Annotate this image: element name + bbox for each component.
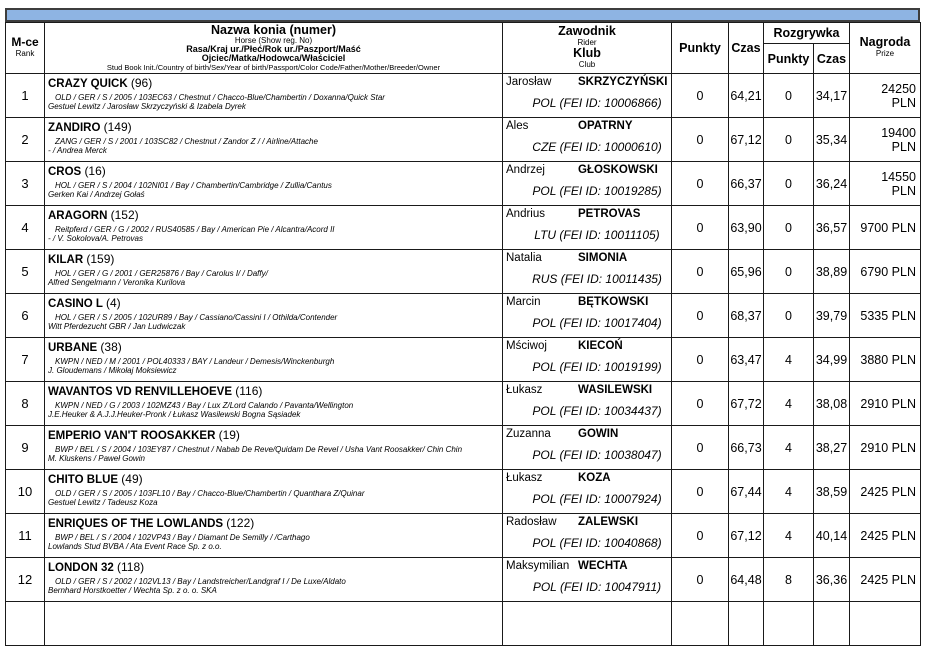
rider-cell [503, 426, 672, 470]
horse-name: KILAR (159) [48, 252, 115, 266]
prize-cell: 19400 PLN [850, 118, 921, 162]
rider-federation: POL (FEI ID: 10047911) [532, 580, 662, 594]
horse-details: ZANG / GER / S / 2001 / 103SC82 / Chestnut / Zandor Z / / Airline/Attache [55, 137, 318, 146]
horse-cell [45, 426, 503, 470]
points-cell: 0 [672, 294, 729, 338]
horse-number: (96) [130, 76, 153, 90]
rider-cell [503, 382, 672, 426]
rider-federation: LTU (FEI ID: 10011105) [534, 228, 660, 242]
rider-name: Ales OPATRNY [506, 120, 633, 132]
horse-cell [45, 338, 503, 382]
horse-name: CHITO BLUE (49) [48, 472, 143, 486]
jumpoff-time-cell: 36,24 [814, 162, 850, 206]
prize-cell: 24250 PLN [850, 74, 921, 118]
horse-number: (118) [117, 560, 145, 574]
horse-details: OLD / GER / S / 2005 / 103FL10 / Bay / Chacco-Blue/Chambertin / Quanthara Z/Quinar [55, 489, 365, 498]
points-cell: 0 [672, 558, 729, 602]
horse-breeder-owner: J. Gloudemans / Mikołaj Moksiewicz [48, 366, 177, 375]
horse-breeder-owner: M. Kluskens / Paweł Gowin [48, 454, 145, 463]
rider-cell [503, 470, 672, 514]
horse-cell [45, 162, 503, 206]
rank-cell: 6 [6, 294, 45, 338]
table-row [6, 250, 921, 294]
rider-federation: POL (FEI ID: 10019199) [532, 360, 662, 374]
horse-name: LONDON 32 (118) [48, 560, 145, 574]
table-row [6, 294, 921, 338]
jumpoff-time-cell: 35,34 [814, 118, 850, 162]
horse-breeder-owner: Lowlands Stud BVBA / Ata Event Race Sp. z o.o. [48, 542, 222, 551]
horse-breeder-owner: Gestuel Lewitz / Jarosław Skrzyczyński & Izabela Dyrek [48, 102, 246, 111]
prize-cell: 3880 PLN [850, 338, 921, 382]
horse-number: (159) [86, 252, 115, 266]
table-row [6, 338, 921, 382]
jumpoff-points-cell: 4 [764, 338, 814, 382]
table-row [6, 470, 921, 514]
rider-name: Mściwoj KIECOŃ [506, 340, 623, 352]
points-cell: 0 [672, 206, 729, 250]
time-cell: 67,12 [729, 118, 764, 162]
rider-name: Radosław ZALEWSKI [506, 516, 639, 528]
horse-details: KWPN / NED / G / 2003 / 102MZ43 / Bay / Lux Z/Lord Calando / Pavanta/Wellington [55, 401, 354, 410]
table-title-bar [5, 8, 920, 22]
rider-federation: POL (FEI ID: 10017404) [532, 316, 662, 330]
table-row [6, 382, 921, 426]
points-cell: 0 [672, 426, 729, 470]
horse-number: (49) [121, 472, 143, 486]
rider-cell [503, 294, 672, 338]
horse-breeder-owner: J.E.Heuker & A.J.J.Heuker-Pronk / Łukasz Wasilewski Bogna Sąsiadek [48, 410, 301, 419]
horse-number: (16) [84, 164, 106, 178]
prize-cell: 2910 PLN [850, 426, 921, 470]
time-cell: 66,37 [729, 162, 764, 206]
horse-number: (122) [226, 516, 255, 530]
rider-cell [503, 338, 672, 382]
rider-federation: POL (FEI ID: 10038047) [532, 448, 662, 462]
horse-breeder-owner: Alfred Sengelmann / Veronika Kurilova [48, 278, 186, 287]
horse-cell [45, 470, 503, 514]
rider-cell [503, 74, 672, 118]
points-cell: 0 [672, 338, 729, 382]
time-cell: 67,44 [729, 470, 764, 514]
points-cell: 0 [672, 382, 729, 426]
header-time: Czas [729, 23, 764, 74]
horse-cell [45, 514, 503, 558]
table-row-partial [6, 602, 921, 646]
rank-cell: 12 [6, 558, 45, 602]
horse-breeder-owner: - / Andrea Merck [48, 146, 107, 155]
time-cell: 65,96 [729, 250, 764, 294]
header-jumpoff: Rozgrywka [764, 23, 850, 44]
header-rank: M-ce Rank [6, 23, 45, 74]
points-cell: 0 [672, 74, 729, 118]
horse-name: ENRIQUES OF THE LOWLANDS (122) [48, 516, 255, 530]
rider-federation: POL (FEI ID: 10040868) [532, 536, 662, 550]
rider-name: Łukasz KOZA [506, 472, 611, 484]
rider-name: Marcin BĘTKOWSKI [506, 296, 649, 308]
horse-name: ZANDIRO (149) [48, 120, 132, 134]
horse-details: Reitpferd / GER / G / 2002 / RUS40585 / Bay / American Pie / Alcantra/Acord II [55, 225, 335, 234]
horse-details: KWPN / NED / M / 2001 / POL40333 / BAY / Landeur / Demesis/Winckenburgh [55, 357, 335, 366]
rank-cell: 1 [6, 74, 45, 118]
horse-details: OLD / GER / S / 2002 / 102VL13 / Bay / Landstreicher/Landgraf I / De Luxe/Aldato [55, 577, 346, 586]
horse-cell [45, 558, 503, 602]
rider-name: Andrius PETROVAS [506, 208, 641, 220]
jumpoff-time-cell: 34,17 [814, 74, 850, 118]
rider-federation: POL (FEI ID: 10034437) [532, 404, 662, 418]
table-row [6, 206, 921, 250]
rank-cell: 5 [6, 250, 45, 294]
time-cell: 67,12 [729, 514, 764, 558]
jumpoff-time-cell: 40,14 [814, 514, 850, 558]
rank-cell: 10 [6, 470, 45, 514]
rider-cell [503, 514, 672, 558]
rider-name: Andrzej GŁOSKOWSKI [506, 164, 658, 176]
table-row [6, 514, 921, 558]
horse-cell [45, 118, 503, 162]
header-prize: Nagroda Prize [850, 23, 921, 74]
results-table [5, 22, 921, 646]
rider-federation: RUS (FEI ID: 10011435) [532, 272, 662, 286]
points-cell: 0 [672, 162, 729, 206]
prize-cell: 2425 PLN [850, 558, 921, 602]
horse-cell [45, 294, 503, 338]
points-cell: 0 [672, 118, 729, 162]
horse-name: ARAGORN (152) [48, 208, 139, 222]
rank-cell: 8 [6, 382, 45, 426]
horse-number: (152) [110, 208, 139, 222]
time-cell: 63,47 [729, 338, 764, 382]
rider-name: Maksymilian WECHTA [506, 560, 628, 572]
points-cell: 0 [672, 250, 729, 294]
jumpoff-points-cell: 0 [764, 118, 814, 162]
points-cell: 0 [672, 514, 729, 558]
time-cell: 63,90 [729, 206, 764, 250]
jumpoff-points-cell: 0 [764, 162, 814, 206]
rider-cell [503, 162, 672, 206]
time-cell: 67,72 [729, 382, 764, 426]
jumpoff-points-cell: 4 [764, 426, 814, 470]
rider-federation: POL (FEI ID: 10019285) [532, 184, 662, 198]
jumpoff-time-cell: 38,89 [814, 250, 850, 294]
horse-breeder-owner: Witt Pferdezucht GBR / Jan Ludwiczak [48, 322, 186, 331]
prize-cell: 14550 PLN [850, 162, 921, 206]
horse-cell [45, 74, 503, 118]
jumpoff-time-cell: 36,57 [814, 206, 850, 250]
horse-number: (19) [218, 428, 240, 442]
horse-details: HOL / GER / G / 2001 / GER25876 / Bay / Carolus I/ / Daffy/ [55, 269, 268, 278]
horse-name: CRAZY QUICK (96) [48, 76, 153, 90]
rank-cell: 9 [6, 426, 45, 470]
jumpoff-points-cell: 0 [764, 74, 814, 118]
points-cell: 0 [672, 470, 729, 514]
horse-number: (38) [100, 340, 122, 354]
header-rider: Zawodnik Rider Klub Club [503, 23, 672, 74]
table-row [6, 162, 921, 206]
horse-name: EMPERIO VAN'T ROOSAKKER (19) [48, 428, 240, 442]
time-cell: 64,21 [729, 74, 764, 118]
jumpoff-points-cell: 4 [764, 382, 814, 426]
jumpoff-points-cell: 4 [764, 514, 814, 558]
prize-cell: 9700 PLN [850, 206, 921, 250]
horse-details: HOL / GER / S / 2005 / 102UR89 / Bay / Cassiano/Cassini I / Othilda/Contender [55, 313, 338, 322]
header-jumpoff-points: Punkty [764, 44, 814, 74]
jumpoff-time-cell: 34,99 [814, 338, 850, 382]
jumpoff-time-cell: 39,79 [814, 294, 850, 338]
prize-cell: 5335 PLN [850, 294, 921, 338]
horse-details: OLD / GER / S / 2005 / 103EC63 / Chestnut / Chacco-Blue/Chambertin / Doxanna/Quick Star [55, 93, 385, 102]
prize-cell: 6790 PLN [850, 250, 921, 294]
rank-cell: 4 [6, 206, 45, 250]
time-cell: 66,73 [729, 426, 764, 470]
jumpoff-points-cell: 4 [764, 470, 814, 514]
rider-name: Natalia SIMONIA [506, 252, 628, 264]
rider-name: Łukasz WASILEWSKI [506, 384, 653, 396]
horse-details: BWP / BEL / S / 2004 / 103EY87 / Chestnut / Nabab De Reve/Quidam De Revel / Usha Vant Roosakker/ Chin Chin [55, 445, 463, 454]
header-jumpoff-time: Czas [814, 44, 850, 74]
jumpoff-time-cell: 38,08 [814, 382, 850, 426]
horse-cell [45, 206, 503, 250]
time-cell: 68,37 [729, 294, 764, 338]
horse-breeder-owner: - / V. Sokolova/A. Petrovas [48, 234, 144, 243]
horse-details: HOL / GER / S / 2004 / 102NI01 / Bay / Chambertin/Cambridge / Zullia/Cantus [55, 181, 332, 190]
prize-cell: 2425 PLN [850, 514, 921, 558]
rider-cell [503, 250, 672, 294]
header-horse: Nazwa konia (numer) Horse (Show reg. No) Rasa/Kraj ur./Płeć/Rok ur./Paszport/Maść Ojciec/Matka/Hodowca/Właściciel Stud Book Init./Country of birth/Sex/Year of birth/Passport/Color Code/Father/Mother/Breeder/Owner [45, 23, 503, 74]
table-row [6, 74, 921, 118]
rank-cell: 3 [6, 162, 45, 206]
rider-federation: POL (FEI ID: 10007924) [532, 492, 662, 506]
jumpoff-time-cell: 38,59 [814, 470, 850, 514]
prize-cell: 2910 PLN [850, 382, 921, 426]
jumpoff-points-cell: 8 [764, 558, 814, 602]
table-row [6, 558, 921, 602]
rider-cell [503, 558, 672, 602]
horse-number: (149) [103, 120, 132, 134]
table-row [6, 118, 921, 162]
rider-federation: CZE (FEI ID: 10000610) [532, 140, 662, 154]
rank-cell: 7 [6, 338, 45, 382]
rider-cell [503, 118, 672, 162]
time-cell: 64,48 [729, 558, 764, 602]
horse-name: URBANE (38) [48, 340, 122, 354]
horse-cell [45, 250, 503, 294]
rider-federation: POL (FEI ID: 10006866) [532, 96, 662, 110]
jumpoff-points-cell: 0 [764, 294, 814, 338]
rider-name: Zuzanna GOWIN [506, 428, 619, 440]
horse-number: (116) [235, 384, 263, 398]
rank-cell: 2 [6, 118, 45, 162]
horse-details: BWP / BEL / S / 2004 / 102VP43 / Bay / Diamant De Semilly / /Carthago [55, 533, 310, 542]
horse-name: CASINO L (4) [48, 296, 121, 310]
rider-cell [503, 206, 672, 250]
table-row [6, 426, 921, 470]
jumpoff-points-cell: 0 [764, 206, 814, 250]
horse-number: (4) [105, 296, 121, 310]
horse-name: WAVANTOS VD RENVILLEHOEVE (116) [48, 384, 263, 398]
jumpoff-time-cell: 38,27 [814, 426, 850, 470]
horse-cell [45, 382, 503, 426]
prize-cell: 2425 PLN [850, 470, 921, 514]
horse-breeder-owner: Gestuel Lewitz / Tadeusz Koza [48, 498, 158, 507]
jumpoff-time-cell: 36,36 [814, 558, 850, 602]
horse-name: CROS (16) [48, 164, 106, 178]
rider-name: Jarosław SKRZYCZYŃSKI [506, 76, 668, 88]
horse-breeder-owner: Bernhard Horstkoetter / Wechta Sp. z o. o. SKA [48, 586, 217, 595]
horse-breeder-owner: Gerken Kai / Andrzej Gołaś [48, 190, 145, 199]
header-points: Punkty [672, 23, 729, 74]
rank-cell: 11 [6, 514, 45, 558]
jumpoff-points-cell: 0 [764, 250, 814, 294]
